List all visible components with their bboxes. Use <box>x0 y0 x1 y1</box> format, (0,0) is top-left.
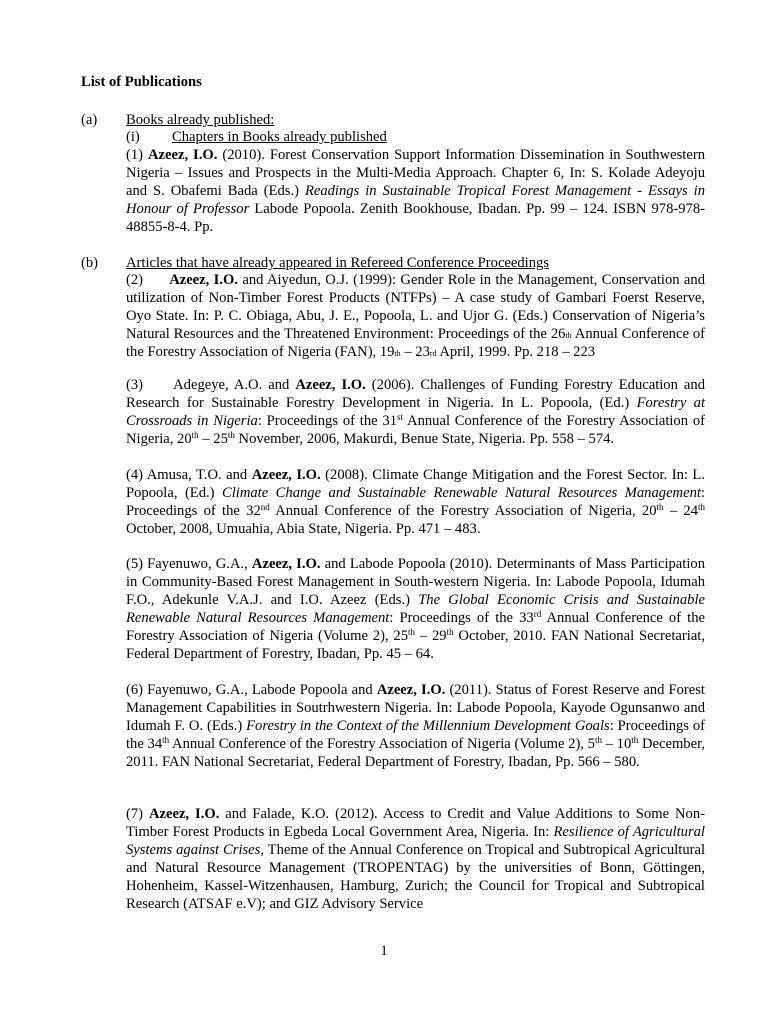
entry-number: (4) <box>126 467 144 483</box>
subsection-i-marker: (i) <box>126 129 140 145</box>
entry-author: Azeez, I.O. <box>251 556 321 572</box>
publication-entry-6 <box>126 682 705 772</box>
entry-text: (2008). Climate Change Mitigation and the Forest Sector. In: L. Popoola, (Ed.) <box>126 467 705 501</box>
entry-text: – 10 <box>601 735 632 752</box>
entry-text: and Falade, K.O. (2012). Access to Credit and Value Additions to Some Non-Timber Forest Products in Egbeda Local Government Area, Nigeria. In: <box>126 806 705 840</box>
section-b-heading-text: Articles that have already appeared in Refereed Conference Proceedings <box>126 255 550 271</box>
entry-text: October, 2010. FAN National Secretariat, Federal Department of Forestry, Ibadan, Pp. 45 – 64. <box>126 627 705 662</box>
page-number: 1 <box>380 943 388 959</box>
ordinal-suffix: th <box>394 348 401 358</box>
entry-text: : Proceedings of the 31 <box>257 412 398 429</box>
entry-text: Labode Popoola. Zenith Bookhouse, Ibadan. Pp. 99 – 124. ISBN 978-978-48855-8-4. Pp. <box>126 200 705 235</box>
section-b-heading <box>126 255 708 273</box>
ordinal-suffix: th <box>162 734 170 745</box>
entry-author: Azeez, I.O. <box>148 147 218 163</box>
entry-text: April, 1999. Pp. 218 – 223 <box>436 343 596 360</box>
entry-text: and Aiyedun, O.J. (1999): Gender Role in the Management, Conservation and utilization of Non-Timber Forest Products (NTFPs) – A case study of Gambari Foerst Reserve, Oyo State. In: P. C. Obiaga, Abu, J. E., Popoola, L. and Ujor G. (Eds.) Conservation of Nigeria’s Natural Resources and the Threatened Environment: Proceedings of the 26 <box>126 272 706 342</box>
entry-text: (2011). Status of Forest Reserve and Forest Management Capabilities in Soutrhwestern Nigeria. In: Labode Popoola, Kayode Ogunsanwo and Idumah F. O. (Eds.) <box>126 682 705 734</box>
ordinal-suffix: th <box>594 734 602 745</box>
ordinal-suffix: th <box>631 734 639 745</box>
entry-text: : Proceedings of the 32 <box>126 484 705 519</box>
publication-entry-5 <box>126 556 705 663</box>
entry-author: Azeez, I.O. <box>169 272 238 288</box>
entry-text: Adegeye, A.O. and <box>173 377 296 393</box>
publication-entry-7 <box>126 806 705 913</box>
entry-number: (1) <box>126 147 144 163</box>
ordinal-suffix: rd <box>533 608 542 619</box>
subsection-i-heading: Chapters in Books already published <box>172 129 387 145</box>
ordinal-suffix: rd <box>429 348 437 358</box>
publication-entry-2 <box>126 272 705 362</box>
entry-text: Annual Conference of the Forestry Association of Nigeria (FAN), 19 <box>126 325 705 360</box>
entry-text: December, 2011. FAN National Secretariat, Federal Department of Forestry, Ibadan, Pp. 566 – 580. <box>126 735 705 770</box>
entry-text: : Proceedings of the 33 <box>389 609 534 626</box>
ordinal-suffix: th <box>698 501 706 512</box>
section-b-marker: (b) <box>81 255 99 271</box>
entry-text: Fayenuwo, G.A., <box>147 556 252 572</box>
ordinal-suffix: th <box>191 429 199 440</box>
ordinal-suffix: th <box>408 626 416 637</box>
ordinal-suffix: th <box>446 626 454 637</box>
entry-text: Amusa, T.O. and <box>146 467 252 483</box>
entry-text: – 25 <box>198 430 228 447</box>
entry-text: (2006). Challenges of Funding Forestry Education and Research for Sustainable Forestry Development in Nigeria. In L. Popoola, (Ed.) <box>126 377 705 411</box>
publication-entry-3 <box>126 377 705 449</box>
section-a-marker: (a) <box>81 112 98 128</box>
publication-entry-1 <box>126 147 705 237</box>
entry-number: (3) <box>126 377 144 393</box>
entry-text: – 29 <box>415 627 447 644</box>
ordinal-suffix: th <box>227 429 235 440</box>
section-a-heading <box>126 112 708 130</box>
ordinal-suffix: th <box>656 501 664 512</box>
entry-book-title: Readings in Sustainable Tropical Forest Management - Essays in Honour of Professor <box>126 182 705 217</box>
entry-text: Annual Conference of the Forestry Association of Nigeria (Volume 2), 25 <box>126 609 705 644</box>
ordinal-suffix: st <box>397 411 404 422</box>
ordinal-suffix: nd <box>260 501 270 512</box>
entry-author: Azeez, I.O. <box>148 806 220 822</box>
entry-author: Azeez, I.O. <box>376 682 446 698</box>
entry-book-title: The Global Economic Crisis and Sustainable Renewable Natural Resources Management <box>126 591 705 626</box>
entry-text: Fayenuwo, G.A., Labode Popoola and <box>147 682 377 698</box>
entry-author: Azeez, I.O. <box>251 467 321 483</box>
entry-book-title: Resilience of Agricultural Systems against Crises <box>126 823 705 858</box>
entry-number: (2) <box>126 272 144 288</box>
entry-text: November, 2006, Makurdi, Benue State, Nigeria. Pp. 558 – 574. <box>234 430 615 447</box>
entry-number: (6) <box>126 682 144 698</box>
entry-text: , Theme of the Annual Conference on Tropical and Subtropical Agricultural and Natural Resource Management (TROPENTAG) by the universities of Bonn, Göttingen, Hohenheim, Kassel-Witzenhausen, Hamburg, Zurich; the Council for Tropical and Subtropical Research (ATSAF e.V); and GIZ Advisory Service <box>126 841 706 912</box>
section-a-heading-text: Books already published: <box>126 112 275 128</box>
entry-text: and Labode Popoola (2010). Determinants of Mass Participation in Community-Based Forest Management in South-western Nigeria. In: Labode Popoola, Idumah F.O., Adekunle V.A.J. and I.O. Azeez (Eds.) <box>126 556 705 608</box>
entry-text: Annual Conference of the Forestry Association of Nigeria, 20 <box>269 502 657 519</box>
entry-book-title: Forestry in the Context of the Millennium Development Goals <box>246 717 610 734</box>
entry-text: Annual Conference of the Forestry Association of Nigeria (Volume 2), 5 <box>169 735 595 752</box>
publication-entry-4 <box>126 467 705 539</box>
entry-text: Annual Conference of the Forestry Association of Nigeria, 20 <box>126 412 705 447</box>
entry-number: (5) <box>126 556 144 572</box>
page-title: List of Publications <box>81 74 202 90</box>
section-a-subheading <box>126 129 708 147</box>
entry-book-title: Forestry at Crossroads in Nigeria <box>126 394 706 429</box>
entry-text: October, 2008, Umuahia, Abia State, Nigeria. Pp. 471 – 483. <box>126 520 481 537</box>
entry-text: : Proceedings of the 34 <box>126 717 706 752</box>
entry-number: (7) <box>126 806 144 822</box>
entry-author: Azeez, I.O. <box>295 377 366 393</box>
entry-text: – 23 <box>400 343 430 360</box>
ordinal-suffix: th <box>565 330 572 340</box>
entry-book-title: Climate Change and Sustainable Renewable Natural Resources Management <box>222 484 701 501</box>
entry-text: (2010). Forest Conservation Support Information Dissemination in Southwestern Nigeria – Issues and Prospects in the Multi-Media Approach. Chapter 6, In: S. Kolade Adeyoju and S. Obafemi Bada (Eds.) <box>126 147 705 199</box>
entry-text: – 24 <box>663 502 698 519</box>
